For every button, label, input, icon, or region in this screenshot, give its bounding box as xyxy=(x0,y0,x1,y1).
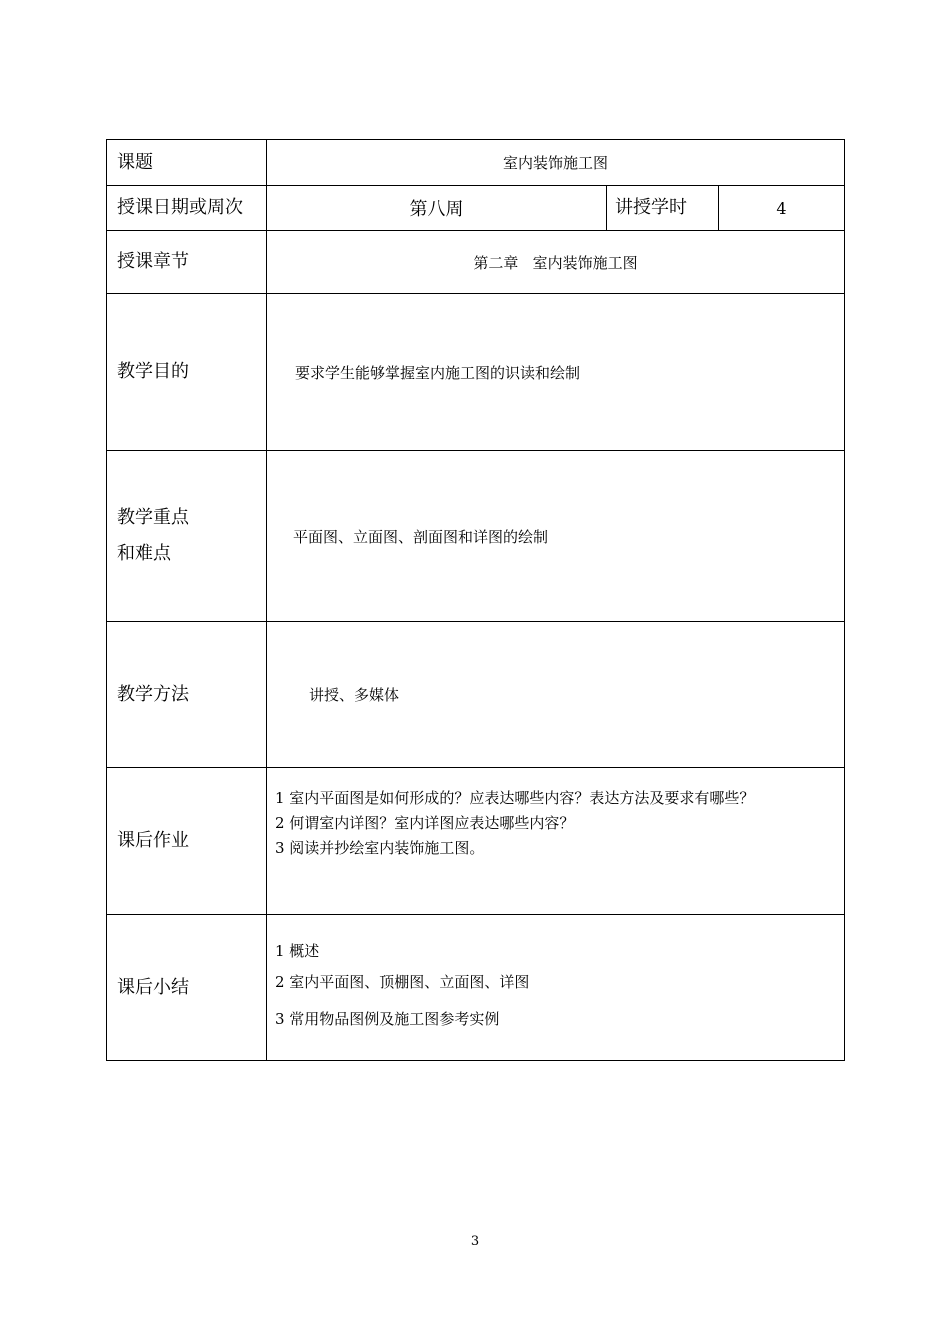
method-value: 讲授、多媒体 xyxy=(267,622,845,768)
homework-item: 2 何谓室内详图？室内详图应表达哪些内容？ xyxy=(275,814,575,832)
focus-label-line1: 教学重点 xyxy=(117,507,189,528)
homework-label: 课后作业 xyxy=(107,768,267,915)
summary-label: 课后小结 xyxy=(107,915,267,1061)
row-focus xyxy=(107,451,845,622)
objective-label: 教学目的 xyxy=(107,294,267,451)
row-date xyxy=(107,186,845,231)
date-value: 第八周 xyxy=(267,186,607,231)
page-number: 3 xyxy=(470,1234,480,1249)
lesson-plan-table xyxy=(106,139,845,1061)
chapter-value: 第二章 室内装饰施工图 xyxy=(267,231,845,294)
row-objective xyxy=(107,294,845,451)
focus-label-line2: 和难点 xyxy=(117,543,171,564)
date-label: 授课日期或周次 xyxy=(107,186,267,231)
topic-value: 室内装饰施工图 xyxy=(267,140,845,186)
summary-item: 3 常用物品图例及施工图参考实例 xyxy=(275,1010,500,1028)
method-label: 教学方法 xyxy=(107,622,267,768)
homework-item: 1 室内平面图是如何形成的？应表达哪些内容？表达方法及要求有哪些？ xyxy=(275,789,755,807)
hours-label: 讲授学时 xyxy=(607,186,719,231)
summary-item: 1 概述 xyxy=(275,942,320,960)
summary-list xyxy=(267,915,845,1061)
homework-item: 3 阅读并抄绘室内装饰施工图。 xyxy=(275,839,485,857)
objective-value: 要求学生能够掌握室内施工图的识读和绘制 xyxy=(267,294,845,451)
summary-item: 2 室内平面图、顶棚图、立面图、详图 xyxy=(275,973,530,991)
row-summary xyxy=(107,915,845,1061)
focus-value: 平面图、立面图、剖面图和详图的绘制 xyxy=(267,451,845,622)
focus-label xyxy=(107,451,267,622)
hours-value: 4 xyxy=(719,186,845,231)
row-topic xyxy=(107,140,845,186)
row-method xyxy=(107,622,845,768)
topic-label: 课题 xyxy=(107,140,267,186)
row-chapter xyxy=(107,231,845,294)
homework-list xyxy=(267,768,845,915)
chapter-label: 授课章节 xyxy=(107,231,267,294)
row-homework xyxy=(107,768,845,915)
